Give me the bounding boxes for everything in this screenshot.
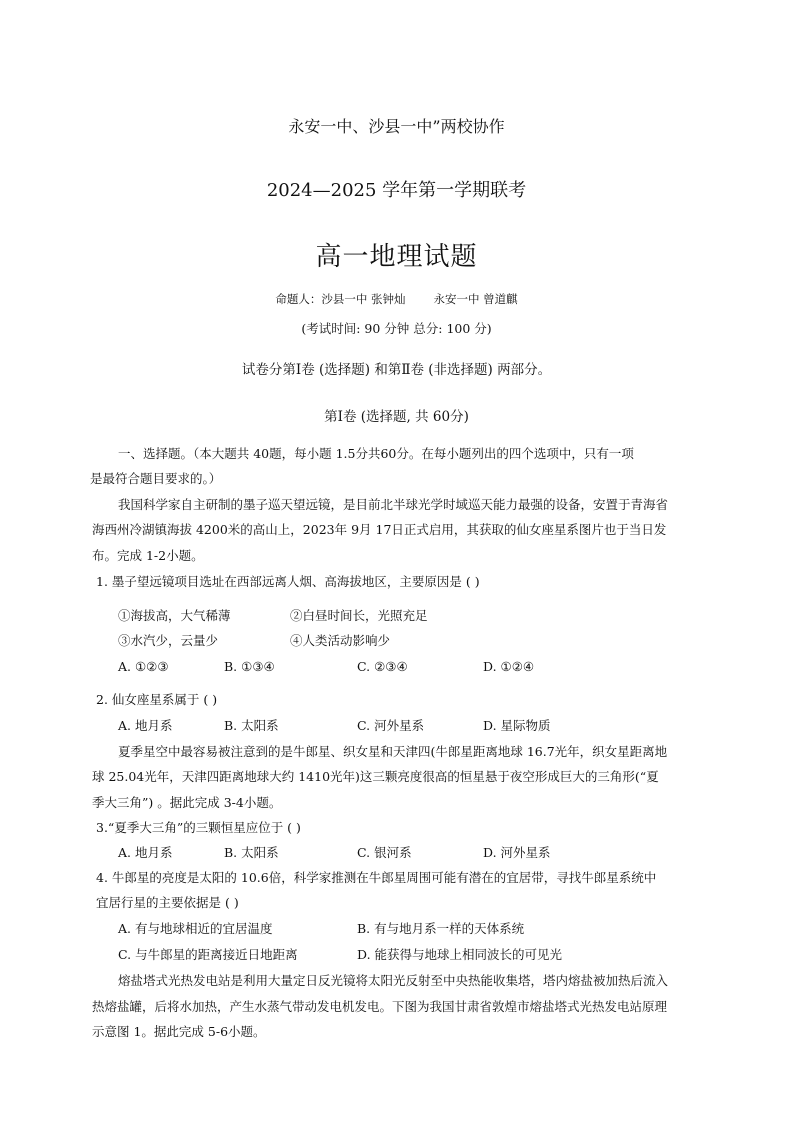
passage3-line-1: 熔盐塔式光热发电站是利用大量定日反光镜将太阳光反射至中央热能收集塔，塔内熔盐被加热后流入 [118,973,669,988]
passage1-line-2: 海西州冷湖镇海拔 4200米的高山上，2023年 9月 17日正式启用，其获取的仙女座星系图片也于当日发 [92,522,667,537]
q4-option-b[interactable]: B. 有与地月系一样的天体系统 [357,921,525,936]
q1-option-c[interactable]: C. ②③④ [357,659,408,674]
q3-option-c[interactable]: C. 银河系 [357,845,412,860]
q4-option-c[interactable]: C. 与牛郎星的距离接近日地距离 [118,947,298,962]
q1-item-4: ④人类活动影响少 [290,633,391,648]
author-2: 永安一中 曾道麒 [433,292,518,306]
passage2-line-3: 季大三角”) 。据此完成 3-4小题。 [92,795,282,810]
q1-item-1: ①海拔高，大气稀薄 [118,608,231,623]
q1-stem: 1. 墨子望远镜项目选址在西部远离人烟、高海拔地区，主要原因是 ( ) [96,574,480,589]
q4-stem-line-2: 宜居行星的主要依据是 ( ) [96,895,239,910]
q4-stem-line-1: 4. 牛郎星的亮度是太阳的 10.6倍，科学家推测在牛郎星周围可能有潜在的宜居带，寻找牛郎星系统中 [96,870,657,885]
q1-item-2: ②白昼时间长，光照充足 [290,608,428,623]
paper-title: 高一地理试题 [315,242,478,272]
q2-option-c[interactable]: C. 河外星系 [357,718,425,733]
passage1-line-1: 我国科学家自主研制的墨子巡天望远镜，是目前北半球光学时域巡天能力最强的设备，安置于青海省 [118,497,669,512]
q3-stem: 3.“夏季大三角”的三颗恒星应位于 ( ) [96,820,301,835]
passage2-line-1: 夏季星空中最容易被注意到的是牛郎星、织女星和天津四(牛郎星距离地球 16.7光年，织女星距离地 [118,744,668,759]
author-1: 命题人：沙县一中 张钟灿 [275,292,406,306]
instructions-line-2: 是最符合题目要求的。） [90,471,222,486]
q2-option-b[interactable]: B. 太阳系 [224,718,279,733]
q1-option-a[interactable]: A. ①②③ [118,659,169,674]
passage3-line-3: 示意图 1。据此完成 5-6小题。 [92,1024,266,1039]
q3-option-a[interactable]: A. 地月系 [118,845,173,860]
passage1-line-3: 布。完成 1-2小题。 [92,548,204,563]
q4-option-d[interactable]: D. 能获得与地球上相同波长的可见光 [357,947,563,962]
paper-structure: 试卷分第Ⅰ卷 (选择题) 和第Ⅱ卷 (非选择题) 两部分。 [241,362,552,378]
part-one-heading: 第Ⅰ卷 (选择题, 共 60分) [324,409,469,425]
q4-option-a[interactable]: A. 有与地球相近的宜居温度 [118,921,273,936]
instructions-line-1: 一、选择题。（本大题共 40题，每小题 1.5分共60分。在每小题列出的四个选项中，只有一项 [118,446,634,461]
q3-option-d[interactable]: D. 河外星系 [483,845,551,860]
schools-line: 永安一中、沙县一中”两校协作 [288,117,505,136]
passage2-line-2: 球 25.04光年，天津四距离地球大约 1410光年)这三颗亮度很高的恒星悬于夜空形成巨大的三角形(“夏 [92,769,659,784]
passage3-line-2: 热熔盐罐，后将水加热，产生水蒸气带动发电机发电。下图为我国甘肃省敦煌市熔盐塔式光热发电站原理 [92,999,668,1014]
q2-stem: 2. 仙女座星系属于 ( ) [96,692,218,707]
q1-option-b[interactable]: B. ①③④ [224,659,275,674]
q1-item-3: ③水汽少，云量少 [118,633,219,648]
q3-option-b[interactable]: B. 太阳系 [224,845,279,860]
authors-line [0,291,793,307]
q1-option-d[interactable]: D. ①②④ [483,659,535,674]
q2-option-d[interactable]: D. 星际物质 [483,718,551,733]
exam-name: 2024—2025 学年第一学期联考 [266,180,527,201]
q2-option-a[interactable]: A. 地月系 [118,718,173,733]
time-score: (考试时间: 90 分钟 总分: 100 分) [301,321,492,336]
